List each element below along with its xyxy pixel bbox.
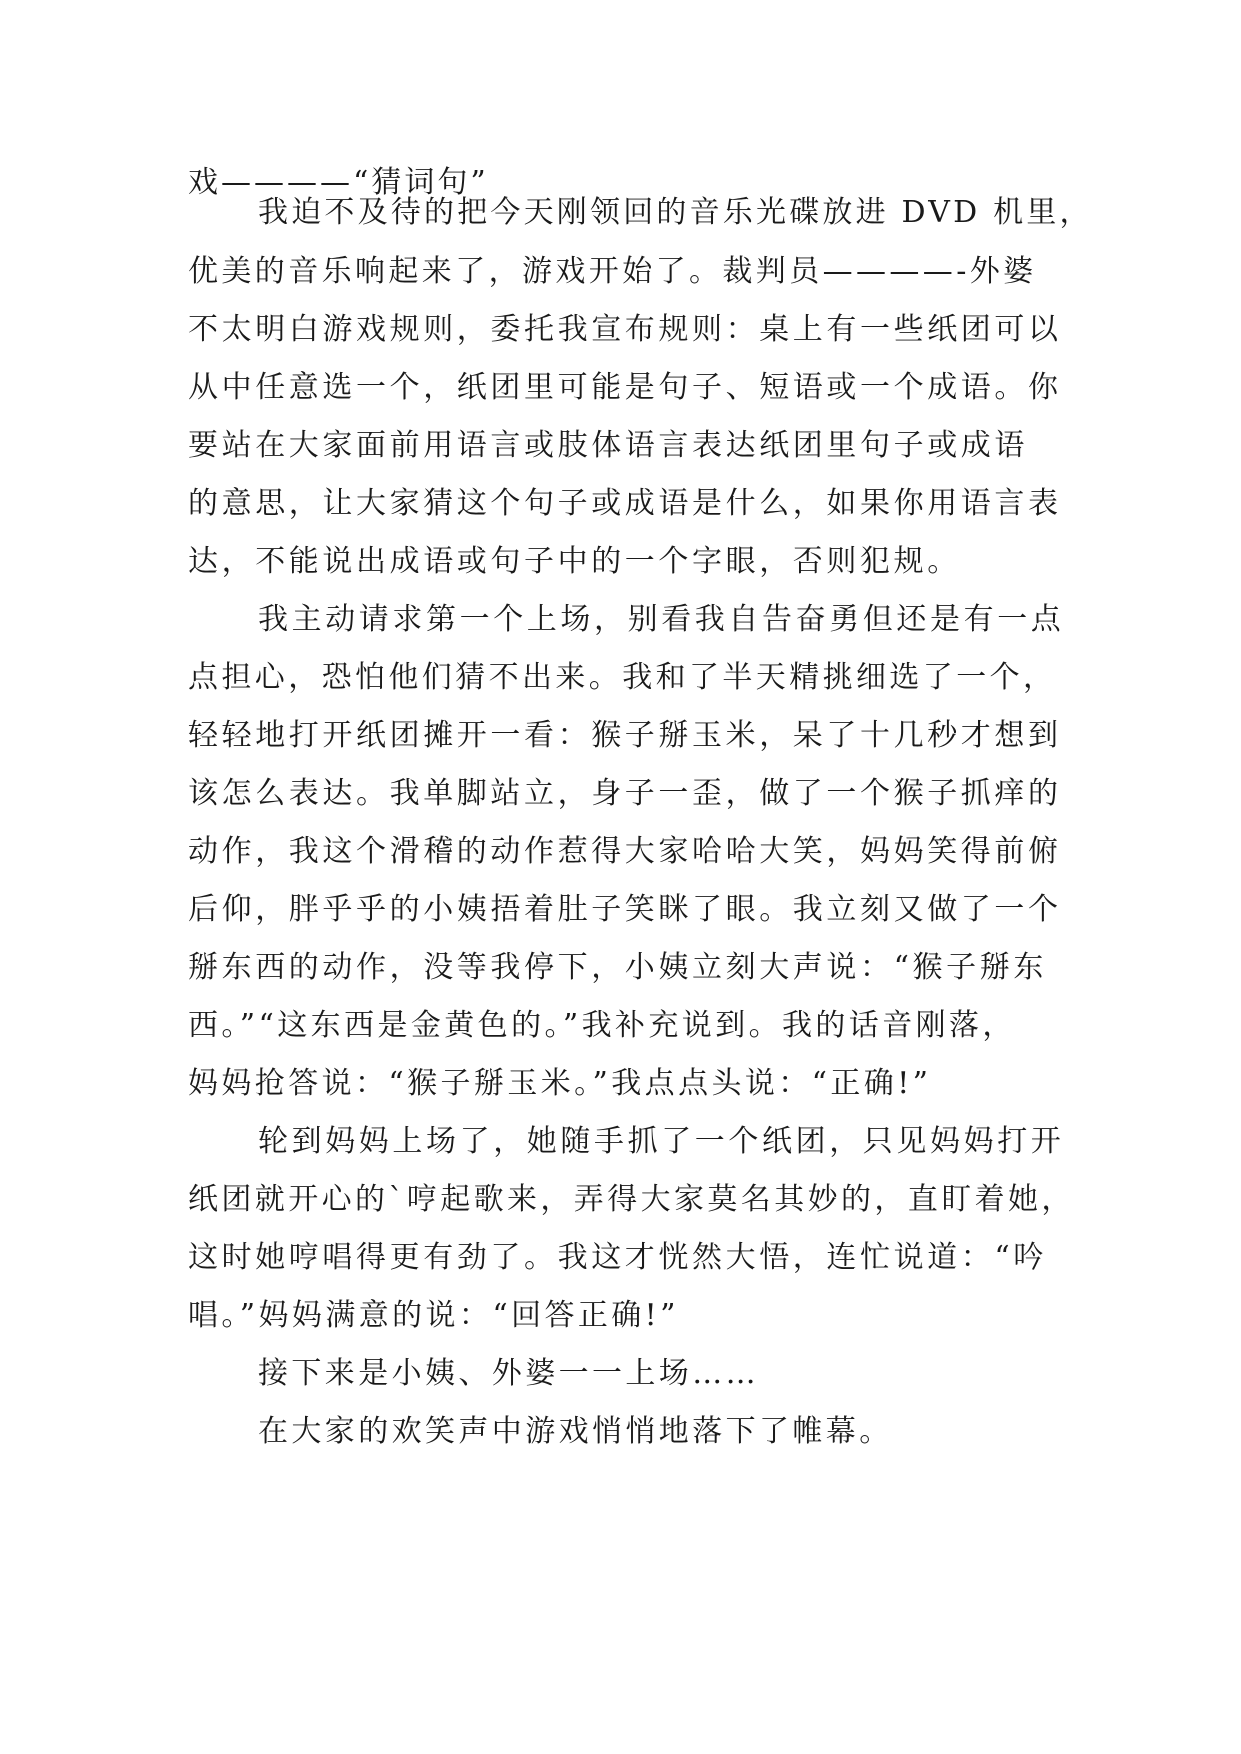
text-line: 接下来是小姨、外婆一一上场…… [258,1356,759,1391]
text-line: 达，不能说出成语或句子中的一个字眼，否则犯规。 [188,544,961,579]
text-line: 轮到妈妈上场了，她随手抓了一个纸团，只见妈妈打开 [258,1124,1065,1159]
text-line: 我主动请求第一个上场，别看我自告奋勇但还是有一点 [258,602,1065,637]
text-line: 从中任意选一个，纸团里可能是句子、短语或一个成语。你 [188,370,1062,405]
text-line: 优美的音乐响起来了，游戏开始了。裁判员————-外婆 [188,254,1037,289]
text-line: 纸团就开心的`哼起歌来，弄得大家莫名其妙的，直盯着她， [188,1182,1075,1217]
text-line: 戏————“猜词句” [188,165,489,200]
text-line: 唱。”妈妈满意的说：“回答正确!” [188,1298,679,1333]
text-line: 动作，我这个滑稽的动作惹得大家哈哈大笑，妈妈笑得前俯 [188,834,1062,869]
text-line: 的意思，让大家猜这个句子或成语是什么，如果你用语言表 [188,486,1062,521]
text-line: 该怎么表达。我单脚站立，身子一歪，做了一个猴子抓痒的 [188,776,1062,811]
text-line: 西。”“这东西是金黄色的。”我补充说到。我的话音刚落， [188,1008,1016,1043]
text-line: 掰东西的动作，没等我停下，小姨立刻大声说：“猴子掰东 [188,950,1047,985]
text-line: 轻轻地打开纸团摊开一看：猴子掰玉米，呆了十几秒才想到 [188,718,1062,753]
text-line: 我迫不及待的把今天刚领回的音乐光碟放进 DVD 机里， [258,195,1093,230]
text-line: 妈妈抢答说：“猴子掰玉米。”我点点头说：“正确!” [188,1066,932,1101]
text-line: 要站在大家面前用语言或肢体语言表达纸团里句子或成语 [188,428,1028,463]
text-line: 不太明白游戏规则，委托我宣布规则：桌上有一些纸团可以 [188,312,1062,347]
text-line: 点担心，恐怕他们猜不出来。我和了半天精挑细选了一个， [188,660,1057,695]
text-line: 这时她哼唱得更有劲了。我这才恍然大悟，连忙说道：“吟 [188,1240,1047,1275]
text-line: 在大家的欢笑声中游戏悄悄地落下了帷幕。 [258,1414,893,1449]
text-line: 后仰，胖乎乎的小姨捂着肚子笑眯了眼。我立刻又做了一个 [188,892,1062,927]
